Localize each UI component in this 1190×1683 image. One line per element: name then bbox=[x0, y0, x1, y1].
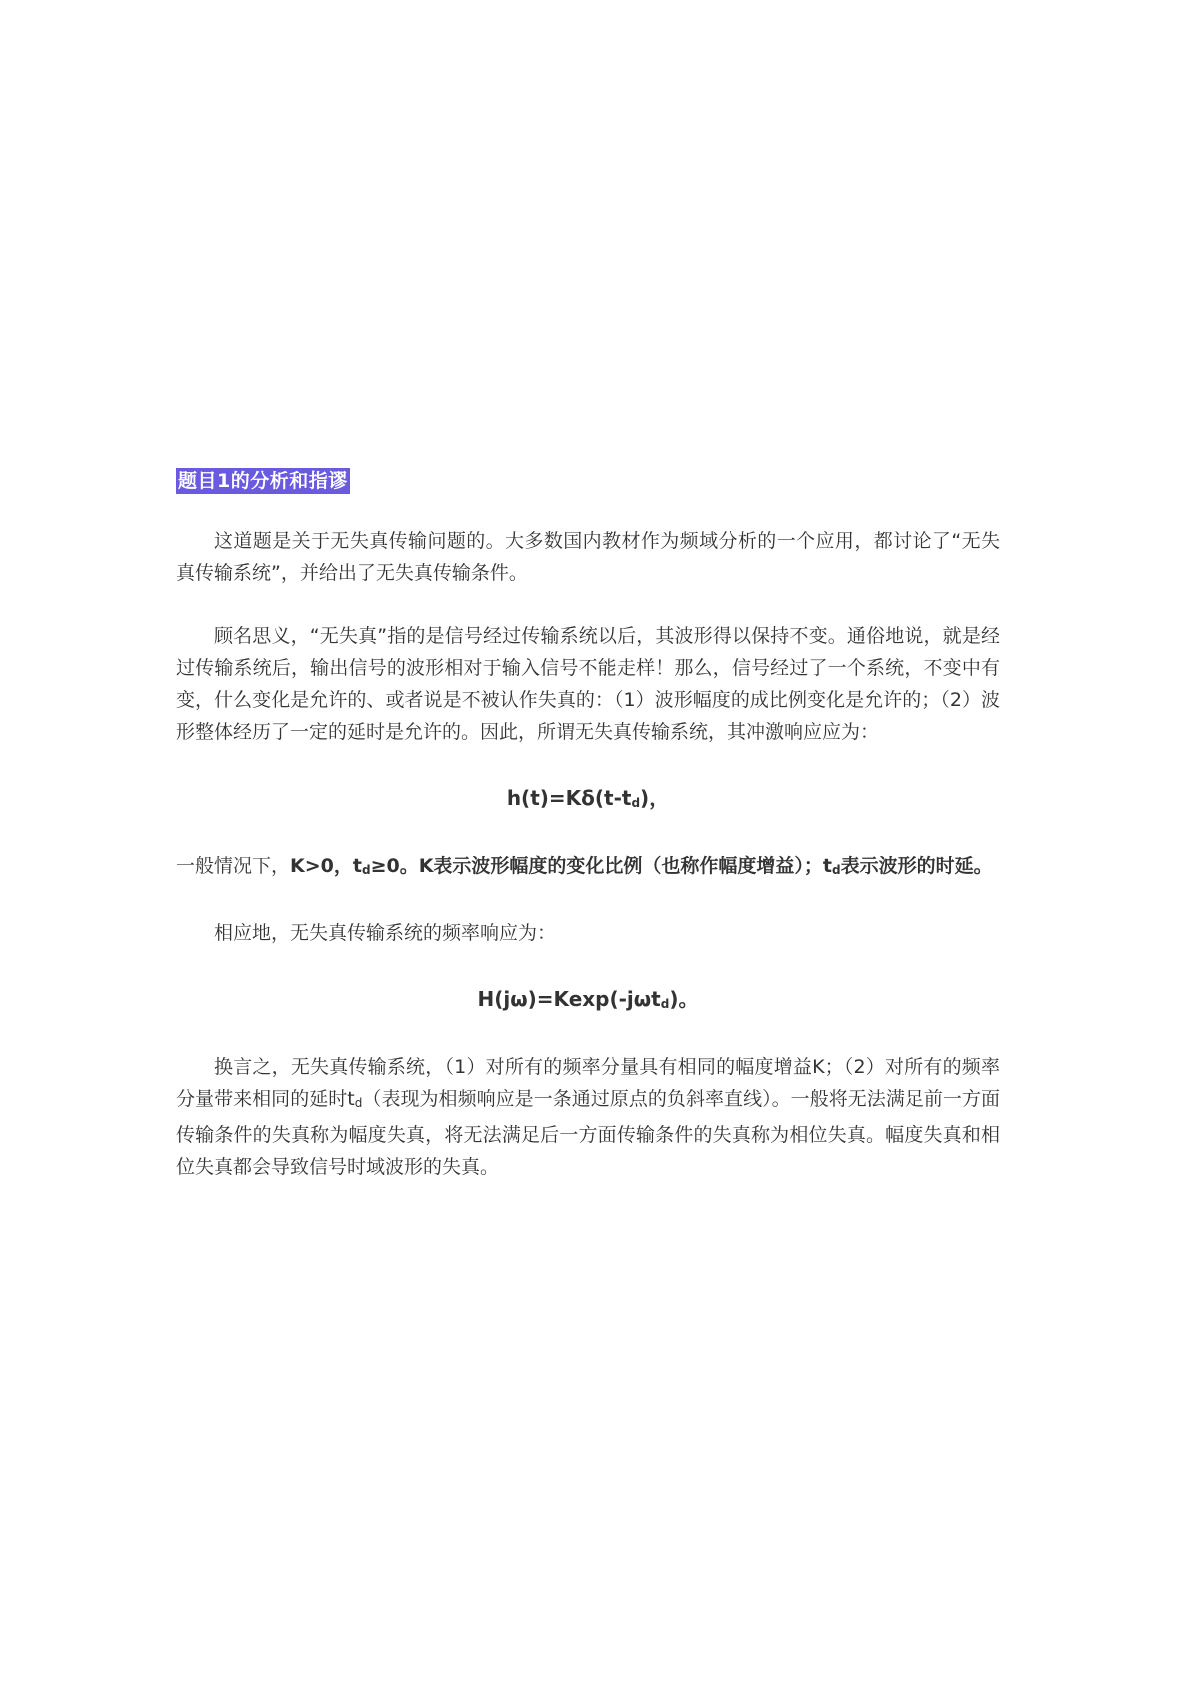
formula-impulse-response bbox=[176, 782, 1000, 819]
formula-frequency-end: )。 bbox=[669, 987, 699, 1011]
paragraph-conditions bbox=[176, 850, 1000, 886]
conditions-meaning: ≥0。K表示波形幅度的变化比例（也称作幅度增益）；t bbox=[370, 855, 833, 877]
paragraph-frequency-intro: 相应地，无失真传输系统的频率响应为： bbox=[214, 922, 557, 944]
article-body bbox=[176, 468, 1000, 1183]
summary-rest: （表现为相频响应是一条通过原点的负斜率直线）。一般将无法满足前一方面传输条件的失真称为幅度失真，将无法满足后一方面传输条件的失真称为相位失真。幅度失真和相位失真都会导致信号时域波形的失真。 bbox=[176, 1088, 1000, 1178]
formula-impulse-main: h(t)=Kδ(t-t bbox=[506, 786, 632, 810]
formula-frequency-main: H(jω)=Kexp(-jωt bbox=[477, 987, 661, 1011]
paragraph-summary bbox=[176, 1051, 1000, 1183]
summary-subscript: d bbox=[354, 1096, 363, 1110]
section-title: 题目1的分析和指谬 bbox=[178, 470, 348, 492]
paragraph-intro: 这道题是关于无失真传输问题的。大多数国内教材作为频域分析的一个应用，都讨论了“无失真传输系统”，并给出了无失真传输条件。 bbox=[176, 530, 1000, 584]
formula-frequency-response bbox=[176, 983, 1000, 1020]
paragraph-definition: 顾名思义，“无失真”指的是信号经过传输系统以后，其波形得以保持不变。通俗地说，就是经过传输系统后，输出信号的波形相对于输入信号不能走样！那么，信号经过了一个系统，不变中有变，什么变化是允许的、或者说是不被认作失真的：（1）波形幅度的成比例变化是允许的；（2）波形整体经历了一定的延时是允许的。因此，所谓无失真传输系统，其冲激响应应为： bbox=[176, 625, 1000, 743]
summary-first: 换言之，无失真传输系统，（1）对所有的频率分量具有相同的幅度增益K；（2）对所有的频率分量带来相同的延时t bbox=[176, 1056, 1000, 1110]
formula-impulse-subscript: d bbox=[631, 796, 641, 810]
formula-impulse-end: )， bbox=[640, 786, 670, 810]
conditions-delay: 表示波形的时延。 bbox=[840, 855, 993, 877]
conditions-subscript-1: d bbox=[361, 863, 371, 877]
conditions-k: K>0，t bbox=[290, 855, 362, 877]
formula-frequency-subscript: d bbox=[660, 997, 670, 1011]
conditions-lead: 一般情况下， bbox=[176, 855, 291, 877]
conditions-subscript-2: d bbox=[832, 863, 841, 877]
